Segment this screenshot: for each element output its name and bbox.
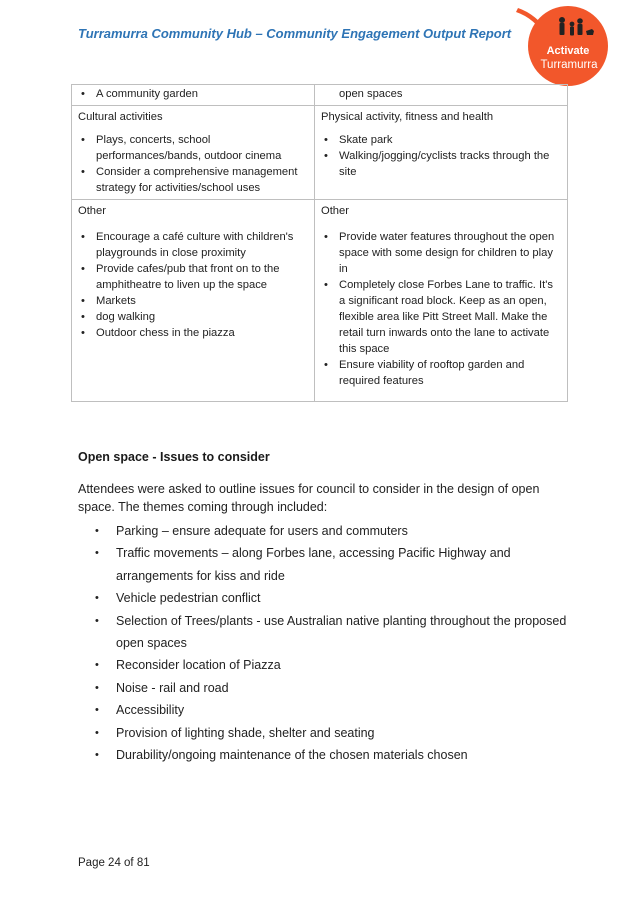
list-item: • Completely close Forbes Lane to traffic. It's a significant road block. Keep as an open, flexible area like Pitt Street Mall. Make the retail turn inwards onto the lane to activate this space	[321, 277, 561, 357]
table-row	[72, 106, 568, 200]
list-item: • Outdoor chess in the piazza	[78, 325, 308, 341]
cell-heading: Physical activity, fitness and health	[321, 111, 494, 123]
issue-item: • Provision of lighting shade, shelter and seating	[78, 722, 568, 744]
page-number: Page 24 of 81	[78, 857, 150, 869]
header-title: Turramurra Community Hub – Community Engagement Output Report	[78, 26, 512, 41]
logo-text-turramurra: Turramurra	[540, 59, 598, 71]
issue-item: • Noise - rail and road	[78, 677, 568, 699]
list-item: • Ensure viability of rooftop garden and required features	[321, 357, 561, 389]
cell-heading: Cultural activities	[78, 111, 163, 123]
list-item: • Markets	[78, 293, 308, 309]
table-cell	[315, 106, 568, 200]
issue-item: • Accessibility	[78, 699, 568, 721]
issues-list	[78, 520, 568, 766]
intro-paragraph: Attendees were asked to outline issues for council to consider in the design of open space. The themes coming through included:	[78, 482, 540, 514]
cell-heading: Other	[321, 205, 349, 217]
issue-item: • Durability/ongoing maintenance of the chosen materials chosen	[78, 744, 568, 766]
table-row	[72, 85, 568, 106]
issue-item: • Traffic movements – along Forbes lane, accessing Pacific Highway and arrangements for kiss and ride	[78, 542, 568, 587]
issue-item: • Reconsider location of Piazza	[78, 654, 568, 676]
list-item: • A community garden	[78, 86, 308, 102]
list-item: • Provide water features throughout the open space with some design for children to play in	[321, 229, 561, 277]
table-cell	[72, 200, 315, 402]
section-heading: Open space - Issues to consider	[78, 450, 270, 464]
list-item: • Consider a comprehensive management strategy for activities/school uses	[78, 164, 308, 196]
list-item: • Plays, concerts, school performances/bands, outdoor cinema	[78, 132, 308, 164]
cell-heading: Other	[78, 205, 106, 217]
list-item: • Provide cafes/pub that front on to the amphitheatre to liven up the space	[78, 261, 308, 293]
table-cell	[315, 200, 568, 402]
list-item: • Skate park	[321, 132, 561, 148]
issue-item: • Selection of Trees/plants - use Australian native planting throughout the proposed open spaces	[78, 610, 568, 655]
list-item: • Encourage a café culture with children's playgrounds in close proximity	[78, 229, 308, 261]
logo-text-activate: Activate	[546, 45, 590, 57]
table-cell	[72, 85, 315, 106]
issue-item: • Vehicle pedestrian conflict	[78, 587, 568, 609]
ideas-table	[71, 84, 568, 402]
list-item-continuation: open spaces	[339, 88, 403, 100]
table-row	[72, 200, 568, 402]
activate-turramurra-logo	[516, 4, 612, 88]
issue-item: • Parking – ensure adequate for users and commuters	[78, 520, 568, 542]
table-cell	[315, 85, 568, 106]
table-cell	[72, 106, 315, 200]
list-item: • Walking/jogging/cyclists tracks through the site	[321, 148, 561, 180]
list-item: • dog walking	[78, 309, 308, 325]
